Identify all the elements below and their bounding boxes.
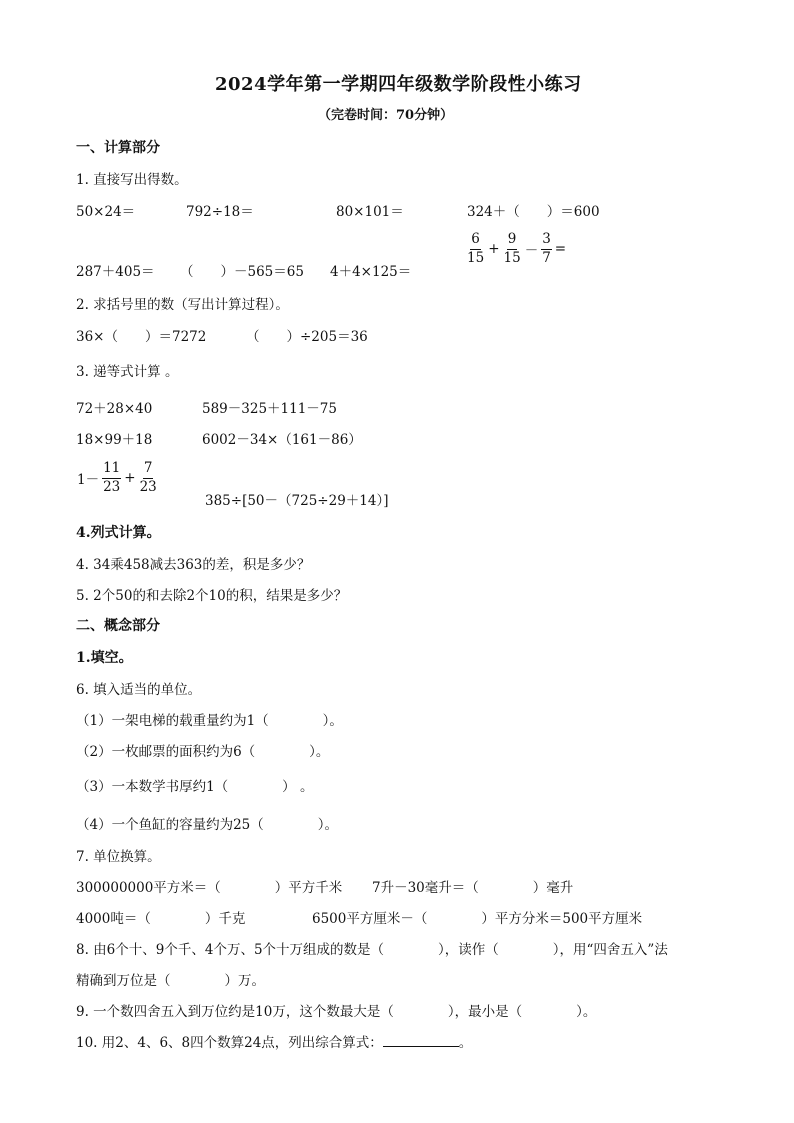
q1-row2-item: 4＋4×125＝ (330, 264, 412, 280)
q3-item: 72＋28×40 (76, 401, 153, 417)
q3-item: 385÷[50－（725÷29＋14）] (205, 493, 389, 509)
q10 (76, 1031, 472, 1051)
q3-fraction-expression (76, 462, 158, 494)
fraction: $\frac{7}{23}$ (139, 460, 157, 495)
q4-label: 4.列式计算。 (76, 525, 161, 541)
q6-item: （3）一本数学书厚约1（ ） 。 (76, 779, 314, 795)
equals-sign: = (554, 241, 567, 257)
q6-label: 6. 填入适当的单位。 (76, 682, 202, 698)
q10-text: 10. 用2、4、6、8四个数算24点，列出综合算式： (76, 1035, 383, 1051)
page-title: 2024学年第一学期四年级数学阶段性小练习 (215, 74, 582, 95)
q3-label: 3. 递等式计算 。 (76, 364, 179, 380)
q8-line1: 8. 由6个十、9个千、4个万、5个十万组成的数是（ ），读作（ ），用“四舍五入”法 (76, 942, 668, 958)
q7-item: 7升－30毫升＝（ ）毫升 (372, 880, 574, 896)
q4-item: 5. 2个50的和去除2个10的积，结果是多少？ (76, 588, 348, 604)
q2-label: 2. 求括号里的数（写出计算过程）。 (76, 297, 289, 313)
q4-item: 4. 34乘458减去363的差，积是多少？ (76, 557, 311, 573)
section1-heading: 一、计算部分 (76, 140, 160, 156)
section2-heading: 二、概念部分 (76, 618, 160, 634)
q2-item: （ ）÷205＝36 (246, 329, 368, 345)
q1-row2-item: （ ）－565＝65 (180, 264, 304, 280)
q7-item: 4000吨＝（ ）千克 (76, 911, 246, 927)
q1-label: 1. 直接写出得数。 (76, 172, 188, 188)
q7-label: 7. 单位换算。 (76, 849, 161, 865)
fraction: $\frac{11}{23}$ (103, 460, 121, 495)
q1-fraction-expression (466, 233, 567, 265)
q1-row1-item: 80×101＝ (336, 204, 404, 220)
q6-item: （4）一个鱼缸的容量约为25（ ）。 (76, 817, 339, 833)
q1-row1-item: 324＋（ ）＝600 (467, 204, 600, 220)
operator: + (124, 470, 136, 486)
period: 。 (458, 1035, 473, 1051)
q1-row1-item: 50×24＝ (76, 204, 136, 220)
q1-row1-item: 792÷18＝ (186, 204, 254, 220)
q8-line2: 精确到万位是（ ）万。 (76, 973, 265, 989)
q2-item: 36×（ ）＝7272 (76, 329, 207, 345)
q3-item: 18×99＋18 (76, 432, 153, 448)
q3-item: 589－325＋111－75 (202, 401, 337, 417)
q3-item: 6002－34×（161－86） (202, 432, 362, 448)
q7-item: 6500平方厘米－（ ）平方分米＝500平方厘米 (312, 911, 643, 927)
fraction: $\frac{3}{7}$ (542, 231, 551, 266)
operator: + (488, 241, 500, 257)
q1-row2-item: 287＋405＝ (76, 264, 155, 280)
q6-item: （2）一枚邮票的面积约为6（ ）。 (76, 744, 330, 760)
q6-item: （1）一架电梯的载重量约为1（ ）。 (76, 713, 343, 729)
lead-term: 1－ (77, 472, 100, 488)
q9: 9. 一个数四舍五入到万位约是10万，这个数最大是（ ），最小是（ ）。 (76, 1004, 597, 1020)
fraction: $\frac{6}{15}$ (467, 231, 485, 266)
q7-item: 300000000平方米＝（ ）平方千米 (76, 880, 343, 896)
section2-sub-heading: 1.填空。 (76, 650, 133, 666)
fraction: $\frac{9}{15}$ (503, 231, 521, 266)
operator: － (524, 243, 539, 259)
page-subtitle: （完卷时间：70分钟） (318, 108, 454, 123)
answer-blank[interactable] (383, 1034, 459, 1047)
